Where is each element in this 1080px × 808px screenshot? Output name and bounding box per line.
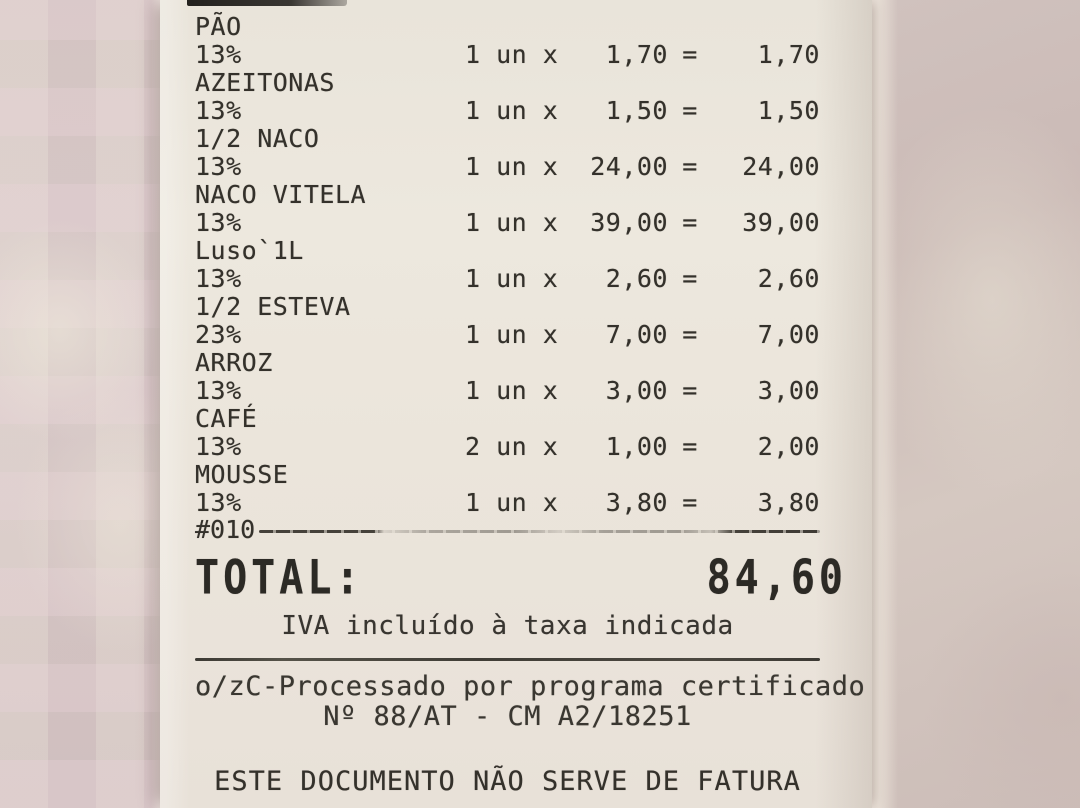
equals-sign: = [682,96,698,125]
item-unit-price: 1,50 [605,96,668,125]
item-detail-line [195,40,820,69]
item-detail-line [195,376,820,405]
item-tax-rate: 13% [195,488,242,517]
separator-dashes [259,530,820,533]
item-unit-price: 1,70 [605,40,668,69]
item-amount: 2,00 [757,432,820,461]
item-unit-price: 3,00 [605,376,668,405]
item-amount: 1,50 [757,96,820,125]
receipt-item [195,69,820,125]
item-detail-line [195,152,820,181]
equals-sign: = [682,432,698,461]
item-detail-line [195,264,820,293]
receipt-item [195,237,820,293]
item-quantity: 1 un x [465,152,559,181]
item-name: ARROZ [195,348,273,377]
receipt-item [195,125,820,181]
receipt-paper [160,0,872,808]
item-amount: 1,70 [757,40,820,69]
equals-sign: = [682,264,698,293]
tablecloth-background-left [0,0,165,808]
item-tax-rate: 13% [195,208,242,237]
item-quantity: 1 un x [465,320,559,349]
total-row [195,550,847,606]
item-name: 1/2 NACO [195,124,320,153]
item-name: MOUSSE [195,460,289,489]
item-unit-price: 7,00 [605,320,668,349]
item-detail-line [195,432,820,461]
receipt-item [195,405,820,461]
item-tax-rate: 23% [195,320,242,349]
equals-sign: = [682,320,698,349]
certification-line-2: Nº 88/AT - CM A2/18251 [323,701,692,732]
item-amount: 3,00 [757,376,820,405]
total-amount: 84,60 [706,550,847,606]
item-amount: 3,80 [757,488,820,517]
item-quantity: 1 un x [465,208,559,237]
item-amount: 24,00 [742,152,820,181]
item-amount: 7,00 [757,320,820,349]
item-quantity: 1 un x [465,40,559,69]
item-detail-line [195,488,820,517]
item-quantity: 1 un x [465,96,559,125]
item-quantity: 1 un x [465,264,559,293]
item-detail-line [195,208,820,237]
items-section [195,0,820,517]
item-unit-price: 39,00 [590,208,668,237]
item-unit-price: 1,00 [605,432,668,461]
equals-sign: = [682,208,698,237]
item-tax-rate: 13% [195,264,242,293]
item-amount: 2,60 [757,264,820,293]
item-tax-rate: 13% [195,432,242,461]
item-name: 1/2 ESTEVA [195,292,351,321]
item-name: CAFÉ [195,404,258,433]
item-quantity: 1 un x [465,488,559,517]
item-tax-rate: 13% [195,152,242,181]
item-tax-rate: 13% [195,96,242,125]
item-unit-price: 2,60 [605,264,668,293]
equals-sign: = [682,152,698,181]
footer-disclaimer: ESTE DOCUMENTO NÃO SERVE DE FATURA [214,766,801,797]
certification-line-1: o/zC-Processado por programa certificado [195,671,866,702]
item-amount: 39,00 [742,208,820,237]
equals-sign: = [682,488,698,517]
item-quantity: 1 un x [465,376,559,405]
item-name: AZEITONAS [195,68,335,97]
iva-note: IVA incluído à taxa indicada [281,611,734,641]
item-tax-rate: 13% [195,40,242,69]
cut-off-print-remnant [187,0,347,6]
item-quantity: 2 un x [465,432,559,461]
item-detail-line [195,320,820,349]
receipt-item [195,461,820,517]
tablecloth-background-right [872,0,1080,808]
ticket-number: #010 [195,515,256,544]
equals-sign: = [682,40,698,69]
item-unit-price: 3,80 [605,488,668,517]
item-name: NACO VITELA [195,180,367,209]
item-detail-line [195,96,820,125]
ticket-number-row [195,517,820,543]
receipt-item [195,13,820,69]
item-unit-price: 24,00 [590,152,668,181]
section-divider [195,658,820,661]
item-tax-rate: 13% [195,376,242,405]
total-label: TOTAL: [195,550,364,606]
item-name: Luso`1L [195,236,304,265]
item-name: PÃO [195,12,242,41]
receipt-item [195,293,820,349]
receipt-item [195,181,820,237]
receipt-item [195,349,820,405]
equals-sign: = [682,376,698,405]
